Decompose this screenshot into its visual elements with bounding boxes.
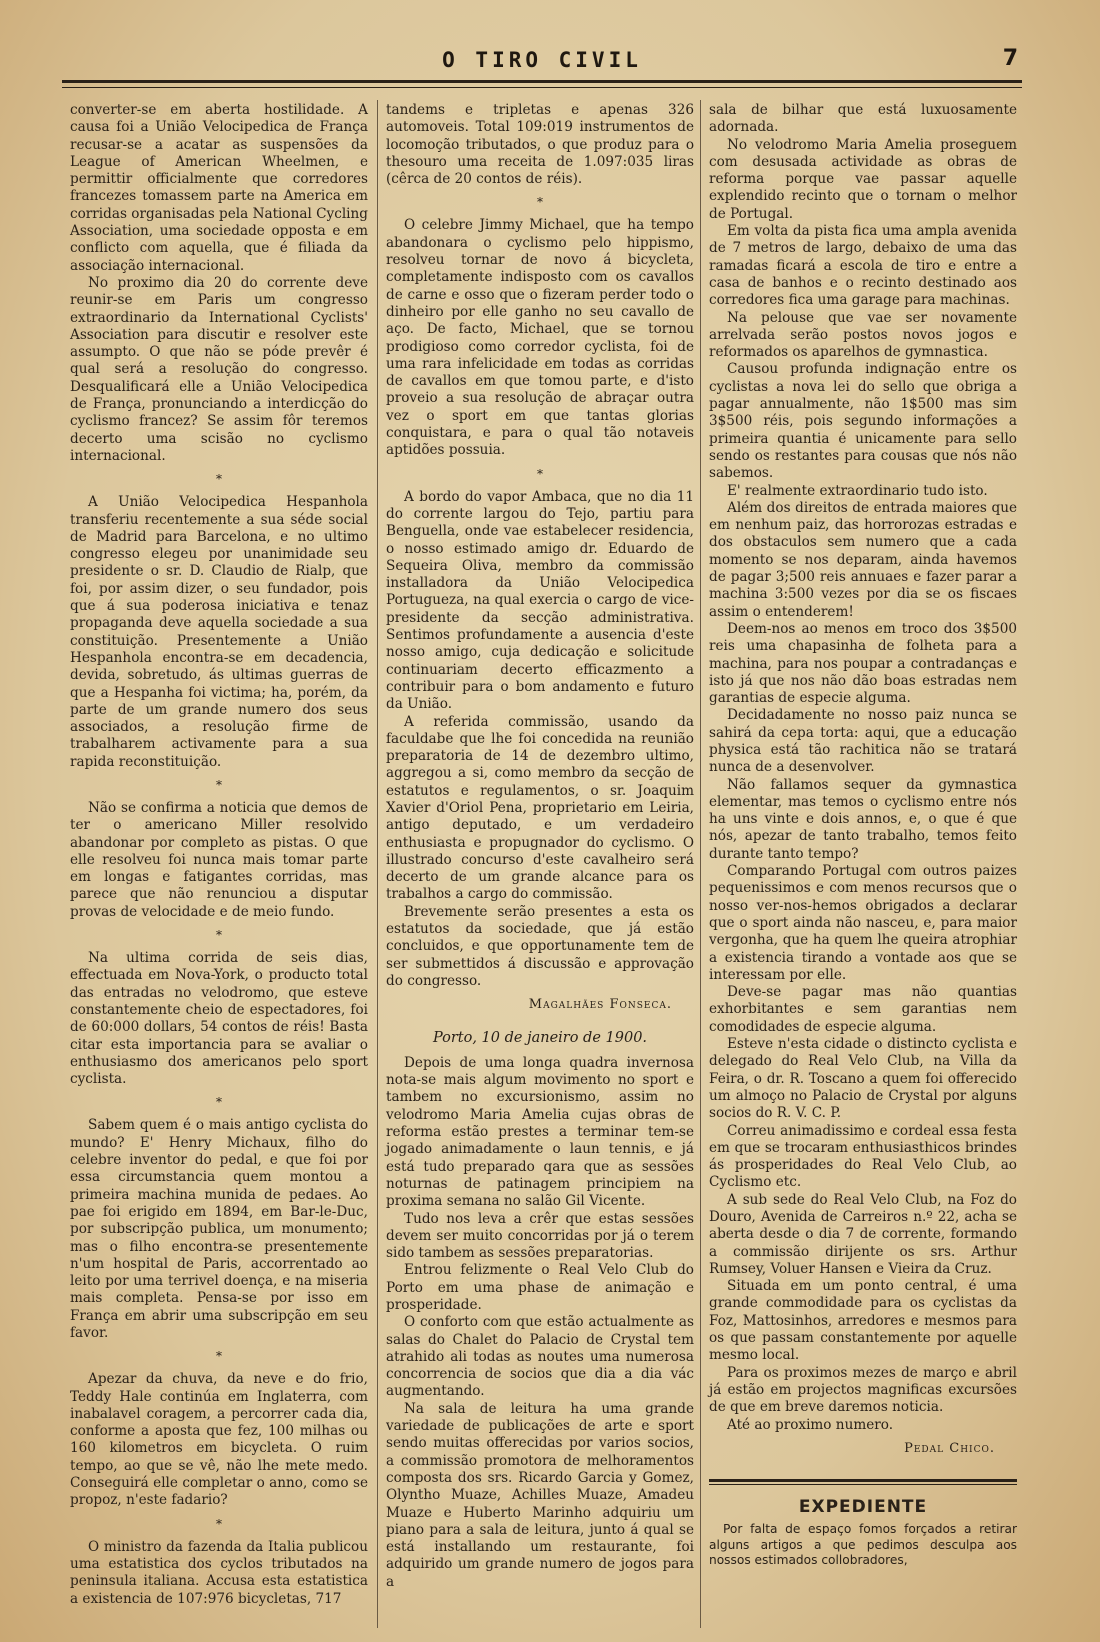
column-divider-1: [377, 100, 378, 1628]
expediente-notice: [709, 1522, 1017, 1569]
author-signature: Magalhães Fonseca.: [528, 997, 672, 1013]
article-paragraph: Na sala de leitura ha uma grande variedade de publicações de arte e sport sendo muitas offerecidas por varios socios, a commissão promotora de melhoramentos composta dos srs. Ricardo Garcia y Gomez, Olyntho Muaze, Achilles Muaze, Amadeu Muaze e Huberto Marinho adquiriu um piano para a sala de leitura, junto á qual se está installando um restaurante, foi adquirido um grande numero de jogos para a: [386, 1400, 694, 1590]
article-paragraph: Situada em um ponto central, é uma grande commodidade para os cyclistas da Foz, Mattosinhos, arredores e mesmos para os que passam constantemente por aquelle mesmo local.: [709, 1278, 1017, 1364]
author-signature: Pedal Chico.: [904, 1440, 995, 1456]
article-paragraph: Decidadamente no nosso paiz nunca se sahirá da cepa torta: aqui, que a educação physica está tão rachitica não se tratará nunca de a desenvolver.: [709, 707, 1017, 776]
header-rule-thick: [62, 80, 1022, 83]
section-separator: *: [216, 1349, 222, 1364]
section-separator: *: [537, 195, 543, 210]
section-separator: *: [537, 466, 543, 481]
article-paragraph: Depois de uma longa quadra invernosa nota-se mais algum movimento no sport e tambem no excursionismo, assim no velodromo Maria Amelia cujas obras de reforma estão prestes a terminar tem-se jogado animadamente o laun tennis, e já está tudo preparado qara que as sessões noturnas de patinagem principiem na proxima semana no salão Gil Vicente.: [386, 1054, 694, 1210]
article-paragraph: No proximo dia 20 do corrente deve reunir-se em Paris um congresso extraordinario da International Cyclists' Association para discutir e resolver este assumpto. O que não se póde prevêr é qual será a resolução do congresso. Desqualificará elle a União Velocipedica de França, pronunciando a interdicção do cyclismo francez? Se assim fôr teremos decerto uma scisão no cyclismo internacional.: [70, 274, 368, 464]
article-paragraph: Na ultima corrida de seis dias, effectuada em Nova-York, o producto total das entradas no velodromo, que esteve constantemente cheio de espectadores, foi de 60:000 dollars, 54 contos de réis! Basta citar esta importancia para se avaliar o enthusiasmo dos americanos pelo sport cyclista.: [70, 950, 368, 1088]
column-2: [386, 102, 694, 1591]
article-paragraph: A bordo do vapor Ambaca, que no dia 11 do corrente largou do Tejo, partiu para Benguella, onde vae estabelecer residencia, o nosso estimado amigo dr. Eduardo de Sequeira Oliva, membro da commissão installadora da União Velocipedica Portugueza, na qual exercia o cargo de vice-presidente da secção administrativa. Sentimos profundamente a ausencia d'este nosso amigo, cuja dedicação e solicitude continuariam decerto efficazmento a contribuir para o bom andamento e futuro da União.: [386, 488, 694, 713]
article-paragraph: Causou profunda indignação entre os cyclistas a nova lei do sello que obriga a pagar annualmente, não 1$500 mas sim 3$500 réis, pois segundo informações a primeira quantia é unicamente para sello sendo os restantes para cousas que nós não sabemos.: [709, 361, 1017, 482]
article-paragraph: Não fallamos sequer da gymnastica elementar, mas temos o cyclismo entre nós ha uns vinte e dois annos, e, o que é que nós, apezar de tanto trabalho, temos feito durante tanto tempo?: [709, 776, 1017, 862]
article-paragraph: E' realmente extraordinario tudo isto.: [727, 482, 988, 499]
article-paragraph: sala de bilhar que está luxuosamente adornada.: [709, 102, 1017, 136]
article-paragraph: Comparando Portugal com outros paizes pequenissimos e com menos recursos que o nosso ver-nos-hemos obrigados a declarar que o sport ainda não nasceu, e, para maior vergonha, que ha quem lhe queira atrophiar a existencia tirando a vontade aos que se interessam por elle.: [709, 863, 1017, 983]
dateline: Porto, 10 de janeiro de 1900.: [432, 1029, 648, 1046]
article-paragraph: Deem-nos ao menos em troco dos 3$500 reis uma chapasinha de folheta para a machina, para nos poupar a contradanças e isto já que nos não dão boas estradas nem garantias de especie alguma.: [709, 620, 1017, 707]
article-paragraph: Brevemente serão presentes a esta os estatutos da sociedade, que já estão concluidos, e que opportunamente tem de ser submettidos á discussão e approvação do congresso.: [386, 903, 694, 989]
article-paragraph: tandems e tripletas e apenas 326 automoveis. Total 109:019 instrumentos de locomoção tributados, o que produz para o thesouro uma receita de 1.097:035 liras (cêrca de 20 contos de réis).: [386, 102, 694, 188]
article-paragraph: Esteve n'esta cidade o distincto cyclista e delegado do Real Velo Club, na Villa da Feira, o dr. R. Toscano a quem foi offerecido um almoço no Palacio de Crystal por alguns socios do R. V. C. P.: [709, 1036, 1017, 1122]
article-paragraph: A referida commissão, usando da faculdabe que lhe foi concedida na reunião preparatoria de 14 de dezembro ultimo, aggregou a si, como membro da secção de estatutos e regulamentos, o sr. Joaquim Xavier d'Oriol Pena, proprietario em Leiria, antigo deputado, e um verdadeiro enthusiasta e propugnador do cyclismo. O illustrado concurso d'este cavalheiro será decerto de um grande alcance para os trabalhos a cargo do commissão.: [386, 713, 694, 903]
article-paragraph: Em volta da pista fica uma ampla avenida de 7 metros de largo, debaixo de uma das ramadas ficará a escola de tiro e entre a casa de banhos e o recinto destinado aos corredores fica uma garage para machinas.: [709, 223, 1017, 309]
journal-title: O TIRO CIVIL: [442, 48, 642, 72]
column-3: [709, 102, 1017, 1569]
expediente-text: Por falta de espaço fomos forçados a retirar alguns artigos a que pedimos desculpa aos nossos estimados collobradores,: [709, 1522, 1017, 1568]
page-header: [62, 48, 1022, 74]
expediente-heading: EXPEDIENTE: [798, 1497, 928, 1518]
section-separator: *: [216, 1095, 222, 1110]
article-paragraph: Na pelouse que vae ser novamente arrelvada serão postos novos jogos e reformados os aparelhos de gymnastica.: [709, 309, 1017, 361]
section-separator: *: [216, 928, 222, 943]
article-paragraph: A sub sede do Real Velo Club, na Foz do Douro, Avenida de Carreiros n.º 22, acha se aberta desde o dia 7 de corrente, formando a commissão dirijente os srs. Arthur Rumsey, Voluer Hansen e Vieira da Cruz.: [709, 1191, 1017, 1277]
header-rule-thin: [62, 87, 1022, 88]
column-divider-2: [700, 100, 701, 1628]
page-number: 7: [1002, 46, 1018, 71]
article-paragraph: O ministro da fazenda da Italia publicou uma estatistica dos cyclos tributados na peninsula italiana. Accusa esta estatistica a existencia de 107:976 bicycletas, 717: [70, 1538, 368, 1607]
article-paragraph: No velodromo Maria Amelia proseguem com desusada actividade as obras de reforma porque vae passar aquelle explendido recinto que o tornam o melhor de Portugal.: [709, 136, 1017, 222]
article-paragraph: O conforto com que estão actualmente as salas do Chalet do Palacio de Crystal tem atrahido ali todas as noutes uma numerosa concorrencia de socios que dia a dia vác augmentando.: [386, 1314, 694, 1400]
article-paragraph: O celebre Jimmy Michael, que ha tempo abandonara o cyclismo pelo hippismo, resolveu tornar de novo á bicycleta, completamente indisposto com os cavallos de carne e osso que o fizeram perder todo o dinheiro por elle ganho no seu cavallo de aço. De facto, Michael, que se tornou prodigioso como corredor cyclista, foi de uma rara infelicidade em todas as corridas de cavallos em que tomou parte, e d'isto proveio a sua resolução de abraçar outra vez o sport em que tantas glorias conquistara, e para o qual tão notaveis aptidões possuia.: [386, 217, 694, 459]
section-rule: [709, 1479, 1017, 1485]
article-paragraph: Apezar da chuva, da neve e do frio, Teddy Hale continúa em Inglaterra, com inabalavel coragem, a percorrer cada dia, conforme a aposta que fez, 100 milhas ou 160 kilometros em bicycleta. O ruim tempo, ao que se vê, não lhe mete medo. Conseguirá elle completar o anno, como se propoz, n'este fadario?: [70, 1371, 368, 1509]
article-paragraph: Entrou felizmente o Real Velo Club do Porto em uma phase de animação e prosperidade.: [386, 1262, 694, 1313]
article-paragraph: Para os proximos mezes de março e abril já estão em projectos magnificas excursões de que em breve daremos noticia.: [709, 1364, 1017, 1416]
article-paragraph: Sabem quem é o mais antigo cyclista do mundo? E' Henry Michaux, filho do celebre inventor do pedal, e que foi por essa circumstancia quem montou a primeira machina munida de pedaes. Ao pae foi erigido em 1894, em Bar-le-Duc, por subscripção publica, um monumento; mas o filho encontra-se presentemente n'um hospital de Paris, accorrentado ao leito por uma terrivel doença, e na miseria mais completa. Pensa-se por isso em França em abrir uma subscripção em seu favor.: [70, 1117, 368, 1341]
article-paragraph: Além dos direitos de entrada maiores que em nenhum paiz, das horrorozas estradas e dos obstaculos sem numero que a cada momento se nos deparam, ainda havemos de pagar 3;500 reis annuaes e fazer parar a machina 3:500 vezes por dia se os fiscaes assim o entenderem!: [709, 499, 1017, 620]
article-paragraph: Não se confirma a noticia que demos de ter o americano Miller resolvido abandonar por completo as pistas. O que elle resolveu foi nunca mais tomar parte em longas e fatigantes corridas, mas parece que não renunciou a disputar provas de velocidade e de meio fundo.: [70, 799, 368, 920]
article-paragraph: Correu animadissimo e cordeal essa festa em que se trocaram enthusiasthicos brindes ás prosperidades do Real Velo Club, ao Cyclismo etc.: [709, 1122, 1017, 1191]
article-paragraph: Tudo nos leva a crêr que estas sessões devem ser muito concorridas por já o terem sido tambem as sessões preparatorias.: [386, 1210, 694, 1262]
article-paragraph: Até ao proximo numero.: [727, 1416, 894, 1433]
section-separator: *: [216, 472, 222, 487]
article-paragraph: Deve-se pagar mas não quantias exhorbitantes e sem garantias nem comodidades de especie alguma.: [709, 984, 1017, 1035]
column-1: [70, 102, 368, 1608]
article-paragraph: A União Velocipedica Hespanhola transferiu recentemente a sua séde social de Madrid para Barcelona, e no ultimo congresso elegeu por unanimidade seu presidente o sr. D. Claudio de Rialp, que foi, por assim dizer, o seu fundador, pois que á sua poderosa iniciativa e tenaz propaganda deve aquella sociedade a sua constituição. Presentemente a União Hespanhola encontra-se em decadencia, devida, sobretudo, ás ultimas guerras de que a Hespanha foi victima; ha, porém, da parte de um grande numero dos seus associados, a resolução firme de trabalharem activamente para a sua rapida reconstituição.: [70, 494, 368, 770]
article-paragraph: converter-se em aberta hostilidade. A causa foi a União Velocipedica de França recusar-se a acatar as suspensões da League of American Wheelmen, e permittir officialmente que corredores francezes tomassem parte na America em corridas organisadas pela National Cycling Association, uma sociedade opposta e em conflicto com aquella, que é filiada da associação internacional.: [70, 102, 368, 274]
section-separator: *: [216, 1516, 222, 1531]
section-separator: *: [216, 777, 222, 792]
